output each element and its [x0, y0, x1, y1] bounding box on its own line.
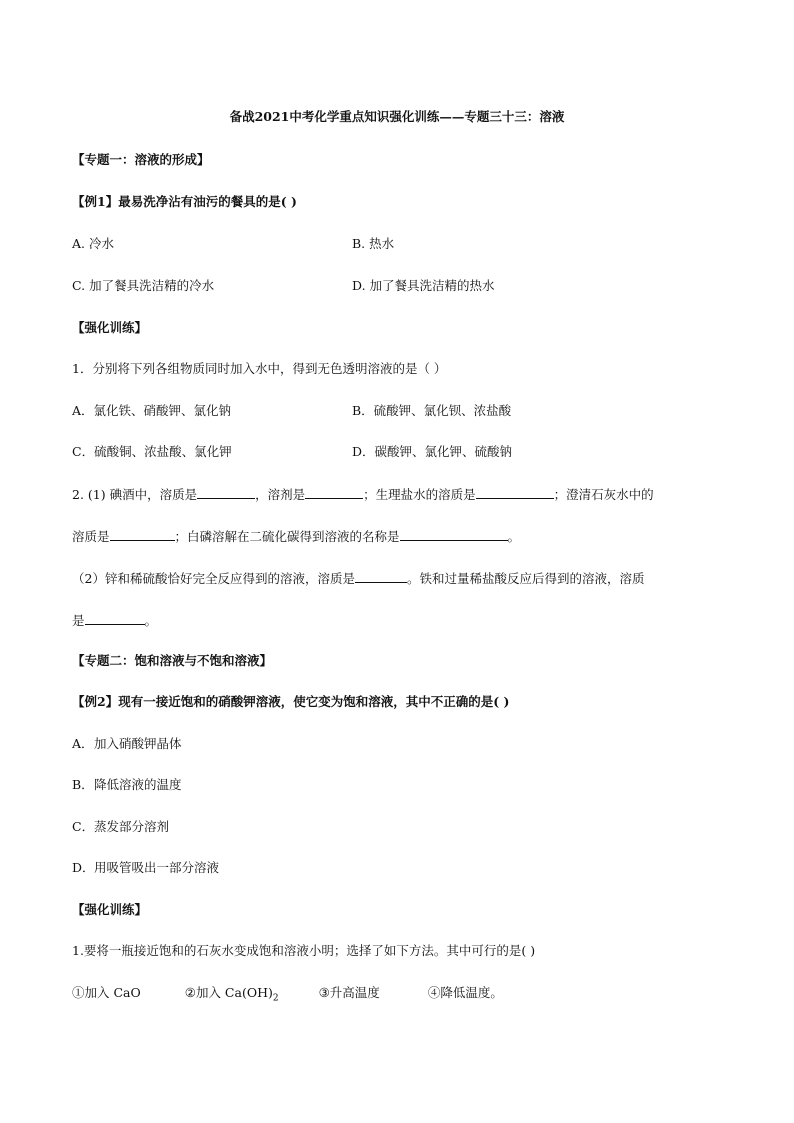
training1-q1-option-b: B．硫酸钾、氯化钡、浓盐酸	[352, 403, 512, 418]
training1-question-2-line2	[72, 528, 520, 545]
method-3: ③升高温度	[318, 985, 380, 1000]
method-2	[184, 985, 279, 1004]
training1-question-2-line1	[72, 486, 654, 503]
answer-blank[interactable]	[305, 486, 363, 499]
option-text: 蒸发部分溶剂	[94, 819, 170, 834]
option-text: 用吸管吸出一部分溶液	[94, 860, 220, 875]
training1-q1-option-a: A．氯化铁、硝酸钾、氯化钠	[72, 403, 232, 418]
answer-blank[interactable]	[355, 570, 407, 583]
q2-text: ；生理盐水的溶质是	[363, 487, 476, 502]
training1-q1-option-c: C．硫酸铜、浓盐酸、氯化钾	[72, 444, 232, 459]
q2-text: ；澄清石灰水中的	[553, 487, 654, 502]
option-label: A．	[72, 736, 94, 751]
answer-blank[interactable]	[400, 528, 508, 541]
training2-methods	[72, 985, 503, 1007]
method-4: ④降低温度。	[427, 985, 503, 1000]
example1-option-b: B. 热水	[352, 236, 395, 251]
q2-text: 。	[507, 529, 521, 544]
example1-question: 【例1】最易洗净沾有油污的餐具的是( )	[72, 194, 297, 209]
answer-blank[interactable]	[85, 612, 145, 625]
option-label: C．	[72, 819, 95, 834]
topic2-heading: 【专题二：饱和溶液与不饱和溶液】	[72, 653, 273, 668]
answer-blank[interactable]	[197, 486, 255, 499]
page-title: 备战2021中考化学重点知识强化训练——专题三十三：溶液	[229, 109, 565, 124]
option-label: B．	[72, 777, 94, 792]
training1-q1-option-d: D．碳酸钾、氯化钾、硫酸钠	[352, 444, 513, 459]
topic1-heading: 【专题一：溶液的形成】	[72, 152, 210, 167]
q2-text: 。铁和过量稀盐酸反应后得到的溶液，溶质	[406, 571, 645, 586]
training1-question-1: 1．分别将下列各组物质同时加入水中，得到无色透明溶液的是（ ）	[72, 361, 447, 376]
option-text: 降低溶液的温度	[94, 777, 182, 792]
q2-text: ，溶剂是	[255, 487, 306, 502]
q2-text: ；白磷溶解在二硫化碳得到溶液的名称是	[174, 529, 400, 544]
answer-blank[interactable]	[476, 486, 554, 499]
example2-option-d	[72, 860, 219, 876]
training2-heading: 【强化训练】	[72, 902, 148, 917]
example2-option-b	[72, 777, 182, 793]
q2-text: 溶质是	[72, 529, 110, 544]
training1-question-2-line3	[72, 570, 644, 587]
example2-option-c	[72, 819, 169, 835]
training1-question-2-line4	[72, 612, 157, 629]
training1-heading: 【强化训练】	[72, 320, 148, 335]
method-1: ①加入 CaO	[72, 985, 141, 1000]
example1-option-d: D. 加了餐具洗洁精的热水	[352, 278, 495, 293]
training2-question-1: 1.要将一瓶接近饱和的石灰水变成饱和溶液小明；选择了如下方法。其中可行的是( )	[72, 943, 536, 958]
example2-option-a	[72, 736, 182, 752]
example1-option-c: C. 加了餐具洗洁精的冷水	[72, 278, 215, 293]
method-2-subscript: 2	[272, 993, 279, 1004]
q2-text: 是	[72, 613, 85, 628]
option-text: 加入硝酸钾晶体	[94, 736, 182, 751]
example2-question: 【例2】现有一接近饱和的硝酸钾溶液，使它变为饱和溶液，其中不正确的是( )	[72, 694, 510, 709]
example1-option-a: A. 冷水	[72, 236, 114, 251]
q2-text: 。	[144, 613, 158, 628]
q2-text: 2. (1) 碘酒中，溶质是	[72, 487, 198, 502]
method-2-text: ②加入 Ca(OH)	[184, 985, 273, 1000]
q2-text: （2）锌和稀硫酸恰好完全反应得到的溶液，溶质是	[72, 571, 355, 586]
option-label: D．	[72, 860, 95, 875]
answer-blank[interactable]	[110, 528, 175, 541]
